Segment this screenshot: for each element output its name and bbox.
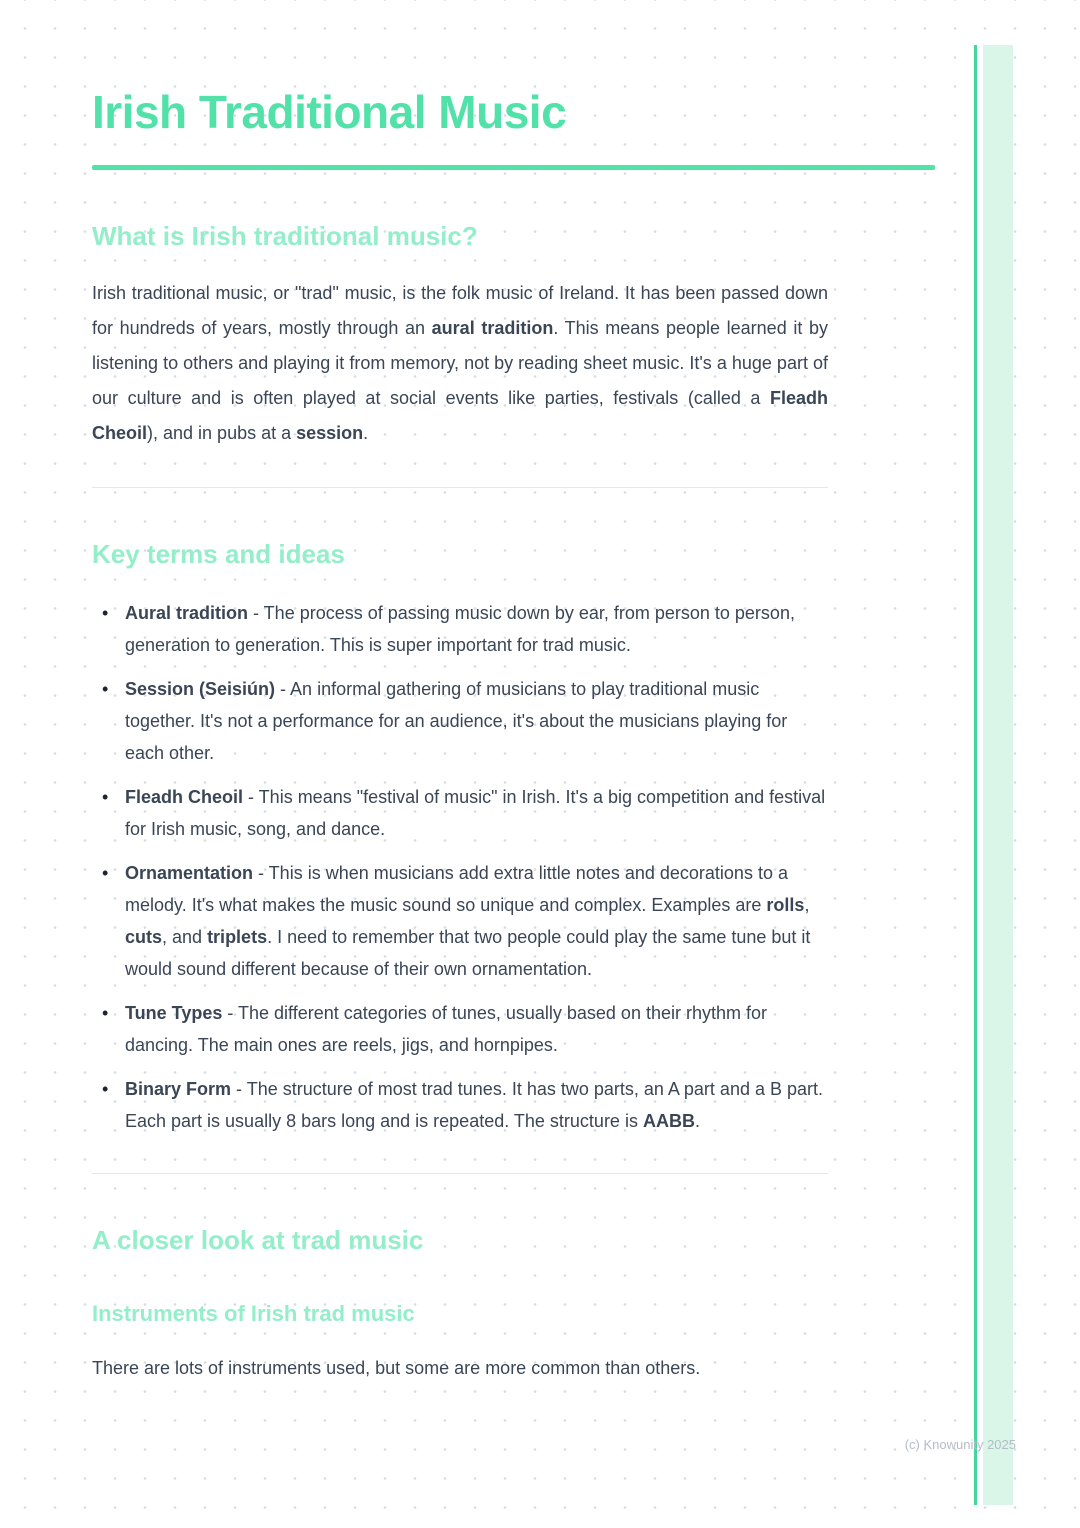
list-item-text: Tune Types - The different categories of tunes, usually based on their rhythm for dancing. The main ones are reels, jigs, and hornpipes. [125,1003,767,1056]
section-divider-1 [92,487,828,488]
list-item-text: Session (Seisiún) - An informal gathering of musicians to play traditional music together. It's not a performance for an audience, it's about the musicians playing for each other. [125,679,788,764]
list-item-text: Binary Form - The structure of most trad tunes. It has two parts, an A part and a B part. Each part is usually 8 bars long and is repeated. The structure is AABB. [125,1079,824,1132]
watermark: (c) Knowunity 2025 [904,1437,1016,1452]
title-underline [92,165,935,170]
key-terms-list [92,597,828,1137]
section-divider-2 [92,1173,828,1174]
content-column [92,0,828,1386]
list-item-binary-form [92,1073,828,1137]
list-item-ornamentation [92,857,828,985]
list-item-session [92,673,828,769]
section-heading-key-terms: Key terms and ideas [92,538,345,569]
section-heading-closer-look: A closer look at trad music [92,1225,424,1256]
list-item-text: Ornamentation - This is when musicians add extra little notes and decorations to a melody. It's what makes the music sound so unique and complex. Examples are rolls, cuts, and triplets. I need to remember that two people could play the same tune but it would sound different because of their own ornamentation. [125,863,811,980]
intro-paragraph: Irish traditional music, or "trad" music, is the folk music of Ireland. It has been passed down for hundreds of years, mostly through an aural tradition. This means people learned it by listening to others and playing it from memory, not by reading sheet music. It's a huge part of our culture and is often played at social events like parties, festivals (called a Fleadh Cheoil), and in pubs at a session. [92,282,828,443]
list-item-text: Fleadh Cheoil - This means "festival of music" in Irish. It's a big competition and festival for Irish music, song, and dance. [125,787,826,840]
side-accent-band [983,45,1013,1505]
side-accent-line [974,45,977,1505]
list-item-aural-tradition [92,597,828,661]
section-heading-what-is: What is Irish traditional music? [92,220,478,251]
instruments-paragraph: There are lots of instruments used, but some are more common than others. [92,1357,701,1378]
list-item-text: Aural tradition - The process of passing music down by ear, from person to person, generation to generation. This is super important for trad music. [125,603,795,656]
list-item-fleadh-cheoil [92,781,828,845]
page-title: Irish Traditional Music [92,86,567,138]
subsection-heading-instruments: Instruments of Irish trad music [92,1301,415,1327]
list-item-tune-types [92,997,828,1061]
